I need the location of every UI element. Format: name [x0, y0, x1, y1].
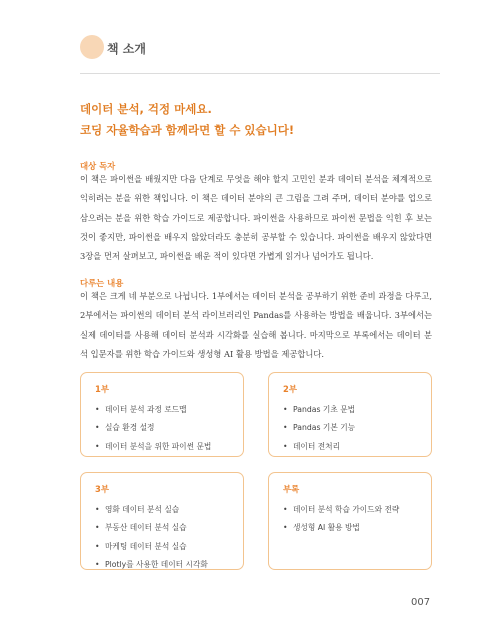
- target-reader-paragraph: 이 책은 파이썬을 배웠지만 다음 단계로 무엇을 해야 할지 고민인 분과 데이터 분석을 체계적으로 익히려는 분을 위한 책입니다. 이 책은 데이터 분야의 큰 그림을 그려 주며, 데이터 분야를 업으로 삼으려는 분을 위한 학습 가이드로 제공합니다. 파이썬을 사용하므로 파이썬 문법을 익힌 후 보는 것이 좋지만, 파이썬을 배우지 않았더라도 충분히 공부할 수 있습니다. 파이썬을 배우지 않았다면 3장을 먼저 살펴보고, 파이썬을 배운 적이 있다면 가볍게 읽거나 넘어가도 됩니다.: [80, 174, 432, 262]
- page-number: 007: [411, 597, 431, 608]
- part-card-title: 3부: [95, 484, 109, 494]
- contents-heading: 다루는 내용: [80, 278, 124, 288]
- part-card-1: [80, 372, 244, 457]
- headline: [80, 99, 440, 141]
- list-item: • 데이터 전처리: [283, 438, 417, 456]
- list-item: • Plotly를 사용한 데이터 시각화: [95, 556, 229, 574]
- list-item: • 부동산 데이터 분석 실습: [95, 519, 229, 537]
- headline-line-1: 데이터 분석, 걱정 마세요.: [80, 102, 212, 116]
- part-card-3: [80, 472, 244, 570]
- part-card-title: 2부: [283, 384, 297, 394]
- section-title: 책 소개: [107, 42, 146, 56]
- list-item: • 데이터 분석 학습 가이드와 전략: [283, 501, 417, 519]
- headline-line-2: 코딩 자율학습과 함께라면 할 수 있습니다!: [80, 123, 295, 137]
- list-item: • 실습 환경 설정: [95, 419, 229, 437]
- list-item: • 데이터 분석을 위한 파이썬 문법: [95, 438, 229, 456]
- contents-paragraph: 이 책은 크게 네 부분으로 나뉩니다. 1부에서는 데이터 분석을 공부하기 위한 준비 과정을 다루고, 2부에서는 파이썬의 데이터 분석 라이브러리인 Pandas를 사용하는 방법을 배웁니다. 3부에서는 실제 데이터를 사용해 데이터 분석과 시각화를 실습해 봅니다. 마지막으로 부록에서는 데이터 분석 입문자를 위한 학습 가이드와 생성형 AI 활용 방법을 제공합니다.: [80, 291, 432, 359]
- target-reader-heading: 대상 독자: [80, 161, 116, 171]
- part-card-2: [268, 372, 432, 457]
- decorative-circle: [80, 35, 104, 59]
- list-item: • 생성형 AI 활용 방법: [283, 519, 417, 537]
- list-item: • 영화 데이터 분석 실습: [95, 501, 229, 519]
- appendix-card: [268, 472, 432, 570]
- list-item: • 데이터 분석 과정 로드맵: [95, 401, 229, 419]
- divider: [80, 73, 440, 74]
- list-item: • Pandas 기초 문법: [283, 401, 417, 419]
- list-item: • 마케팅 데이터 분석 실습: [95, 538, 229, 556]
- part-card-title: 1부: [95, 384, 109, 394]
- part-card-title: 부록: [283, 484, 300, 494]
- list-item: • Pandas 기본 기능: [283, 419, 417, 437]
